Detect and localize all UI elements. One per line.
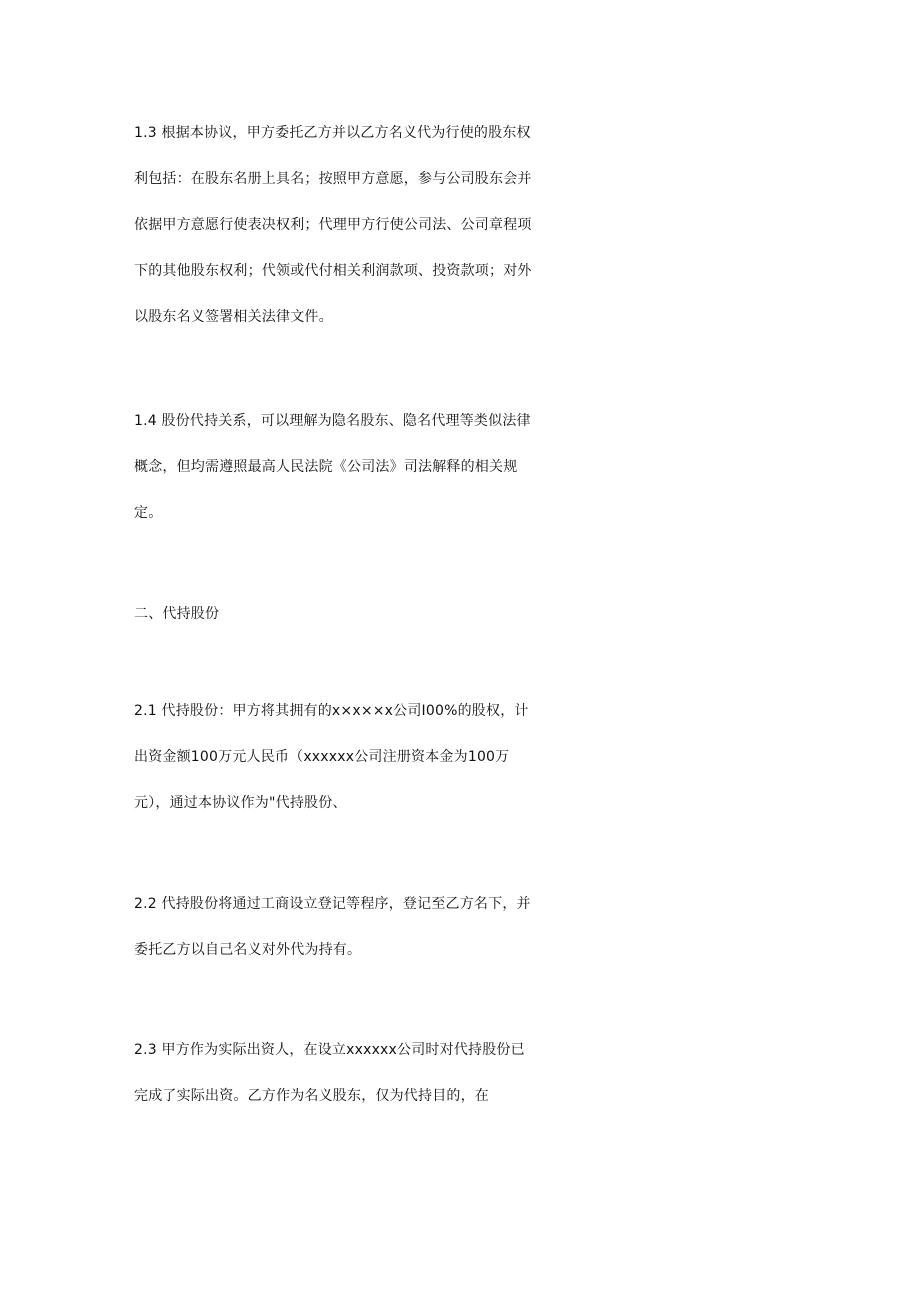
paragraph-2-2 [134,881,794,973]
section-heading [134,591,794,637]
text-line: 以股东名义签署相关法律文件。 [134,309,333,325]
text-line: 委托乙方以自己名义对外代为持有。 [134,942,362,958]
text-line: 定。 [134,505,163,521]
text-line: 概念，但均需遵照最高人民法院《公司法》司法解释的相关规 [134,459,518,475]
text-line: 利包括：在股东名册上具名；按照甲方意愿，参与公司股东会并 [134,171,532,187]
text-line: 出资金额100万元人民币（xxxxxx公司注册资本金为100万 [134,749,510,765]
text-line: 2.3 甲方作为实际出资人，在设立xxxxxx公司时对代持股份已 [134,1042,525,1058]
text-line: 依据甲方意愿行使表决权利；代理甲方行使公司法、公司章程项 [134,217,532,233]
text-line: 下的其他股东权利；代领或代付相关利润款项、投资款项；对外 [134,263,532,279]
text-line: 2.2 代持股份将通过工商设立登记等程序，登记至乙方名下，并 [134,896,531,912]
text-line: 2.1 代持股份：甲方将其拥有的x×x××x公司I00%的股权，计 [134,703,529,719]
text-line: 1.3 根据本协议，甲方委托乙方并以乙方名义代为行使的股东权 [134,125,531,141]
text-line: 1.4 股份代持关系，可以理解为隐名股东、隐名代理等类似法律 [134,413,531,429]
paragraph-1-3 [134,110,794,340]
heading-text: 二、代持股份 [134,606,220,622]
paragraph-2-1 [134,688,794,826]
paragraph-2-3 [134,1027,794,1119]
paragraph-1-4 [134,398,794,536]
text-line: 完成了实际出资。乙方作为名义股东，仅为代持目的，在 [134,1088,489,1104]
text-line: 元），通过本协议作为"代持股份、 [134,795,347,811]
